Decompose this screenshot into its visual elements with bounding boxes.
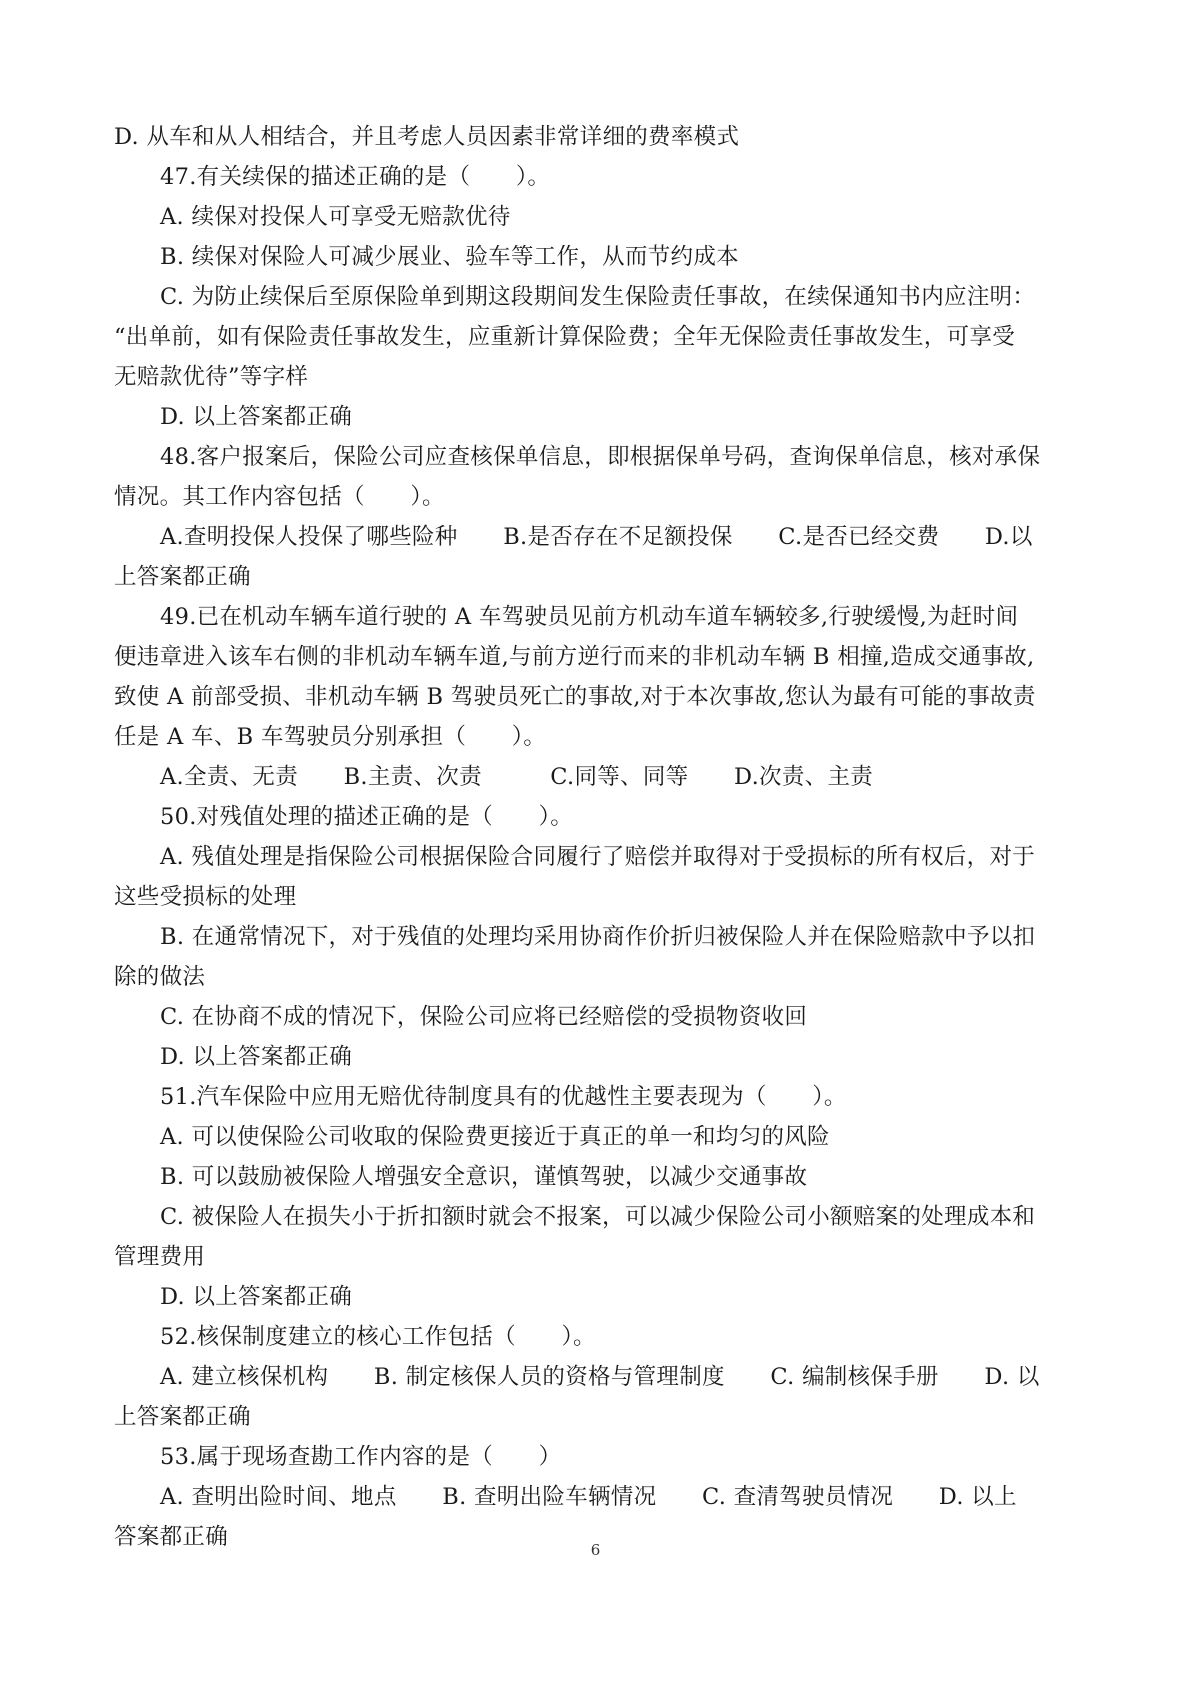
text-line: 这些受损标的处理 — [114, 884, 297, 910]
text-line: 除的做法 — [114, 964, 206, 990]
text-line: A. 查明出险时间、地点 B. 查明出险车辆情况 C. 查清驾驶员情况 D. 以上 — [160, 1484, 1017, 1510]
page-number: 6 — [590, 1541, 601, 1559]
text-line: D. 以上答案都正确 — [160, 1044, 353, 1070]
text-line: 48.客户报案后，保险公司应查核保单信息，即根据保单号码，查询保单信息，核对承保 — [160, 444, 1041, 470]
text-line: C. 被保险人在损失小于折扣额时就会不报案，可以减少保险公司小额赔案的处理成本和 — [160, 1204, 1036, 1230]
text-line: 便违章进入该车右侧的非机动车辆车道,与前方逆行而来的非机动车辆 B 相撞,造成交通事故, — [114, 644, 1035, 670]
text-line: D. 以上答案都正确 — [160, 404, 353, 430]
text-line: 管理费用 — [114, 1244, 206, 1270]
text-line: 49.已在机动车辆车道行驶的 A 车驾驶员见前方机动车道车辆较多,行驶缓慢,为赶时间 — [160, 604, 1019, 630]
text-line: A. 建立核保机构 B. 制定核保人员的资格与管理制度 C. 编制核保手册 D. 以 — [160, 1364, 1040, 1390]
text-line: 无赔款优待”等字样 — [114, 364, 309, 390]
text-line: C. 为防止续保后至原保险单到期这段期间发生保险责任事故，在续保通知书内应注明： — [160, 284, 1036, 310]
text-line: “出单前，如有保险责任事故发生，应重新计算保险费；全年无保险责任事故发生，可享受 — [114, 324, 1016, 350]
text-line: 答案都正确 — [114, 1524, 229, 1550]
text-line: B. 续保对保险人可减少展业、验车等工作，从而节约成本 — [160, 244, 739, 270]
text-line: D. 以上答案都正确 — [160, 1284, 353, 1310]
text-line: A.查明投保人投保了哪些险种 B.是否存在不足额投保 C.是否已经交费 D.以 — [160, 524, 1033, 550]
text-line: A. 续保对投保人可享受无赔款优待 — [160, 204, 511, 230]
text-line: D. 从车和从人相结合，并且考虑人员因素非常详细的费率模式 — [114, 124, 740, 150]
text-line: 50.对残值处理的描述正确的是（ ）。 — [160, 804, 574, 830]
text-line: A.全责、无责 B.主责、次责 C.同等、同等 D.次责、主责 — [160, 764, 874, 790]
text-line: 上答案都正确 — [114, 1404, 251, 1430]
text-line: 51.汽车保险中应用无赔优待制度具有的优越性主要表现为（ ）。 — [160, 1084, 847, 1110]
text-line: 上答案都正确 — [114, 564, 251, 590]
text-line: A. 残值处理是指保险公司根据保险合同履行了赔偿并取得对于受损标的所有权后，对于 — [160, 844, 1036, 870]
text-line: A. 可以使保险公司收取的保险费更接近于真正的单一和均匀的风险 — [160, 1124, 830, 1150]
text-line: 52.核保制度建立的核心工作包括（ ）。 — [160, 1324, 596, 1350]
text-line: 53.属于现场查勘工作内容的是（ ） — [160, 1444, 562, 1470]
text-line: B. 可以鼓励被保险人增强安全意识，谨慎驾驶，以减少交通事故 — [160, 1164, 808, 1190]
document-body — [114, 117, 1082, 1557]
text-line: B. 在通常情况下，对于残值的处理均采用协商作价折归被保险人并在保险赔款中予以扣 — [160, 924, 1036, 950]
text-line: 47.有关续保的描述正确的是（ ）。 — [160, 164, 551, 190]
text-line: 情况。其工作内容包括（ ）。 — [114, 484, 445, 510]
text-line: 任是 A 车、B 车驾驶员分别承担（ ）。 — [114, 724, 547, 750]
text-line: 致使 A 前部受损、非机动车辆 B 驾驶员死亡的事故,对于本次事故,您认为最有可能的事故责 — [114, 684, 1036, 710]
text-line: C. 在协商不成的情况下，保险公司应将已经赔偿的受损物资收回 — [160, 1004, 808, 1030]
